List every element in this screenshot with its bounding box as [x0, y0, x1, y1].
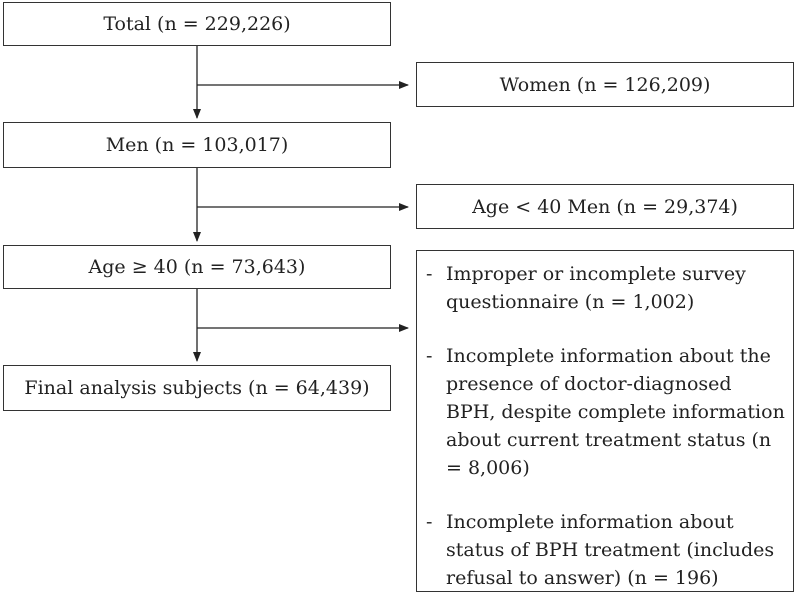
exclusions-list	[426, 260, 785, 592]
exclusion-text: Improper or incomplete survey questionnaire (n = 1,002)	[446, 263, 746, 313]
women-box	[416, 62, 794, 107]
final-label: Final analysis subjects (n = 64,439)	[24, 377, 370, 399]
exclusion-item	[426, 260, 785, 316]
men-label: Men (n = 103,017)	[105, 134, 289, 156]
exclusion-text: Incomplete information about the presence of doctor-diagnosed BPH, despite complete information about current treatment status (n = 8,006)	[446, 345, 785, 479]
dash-bullet: -	[426, 511, 433, 533]
men-box	[3, 122, 391, 168]
dash-bullet: -	[426, 263, 433, 285]
age-ge40-label: Age ≥ 40 (n = 73,643)	[88, 256, 306, 278]
exclusion-text: Incomplete information about status of BPH treatment (includes refusal to answer) (n = 196)	[446, 511, 775, 589]
total-box	[3, 2, 391, 46]
final-box	[3, 365, 391, 411]
exclusion-item	[426, 508, 785, 592]
exclusion-item	[426, 342, 785, 482]
total-label: Total (n = 229,226)	[103, 13, 291, 35]
exclusions-box	[416, 250, 794, 592]
age-lt40-box	[416, 184, 794, 229]
women-label: Women (n = 126,209)	[499, 73, 711, 96]
age-ge40-box	[3, 245, 391, 289]
age-lt40-label: Age < 40 Men (n = 29,374)	[472, 195, 738, 218]
dash-bullet: -	[426, 345, 433, 367]
